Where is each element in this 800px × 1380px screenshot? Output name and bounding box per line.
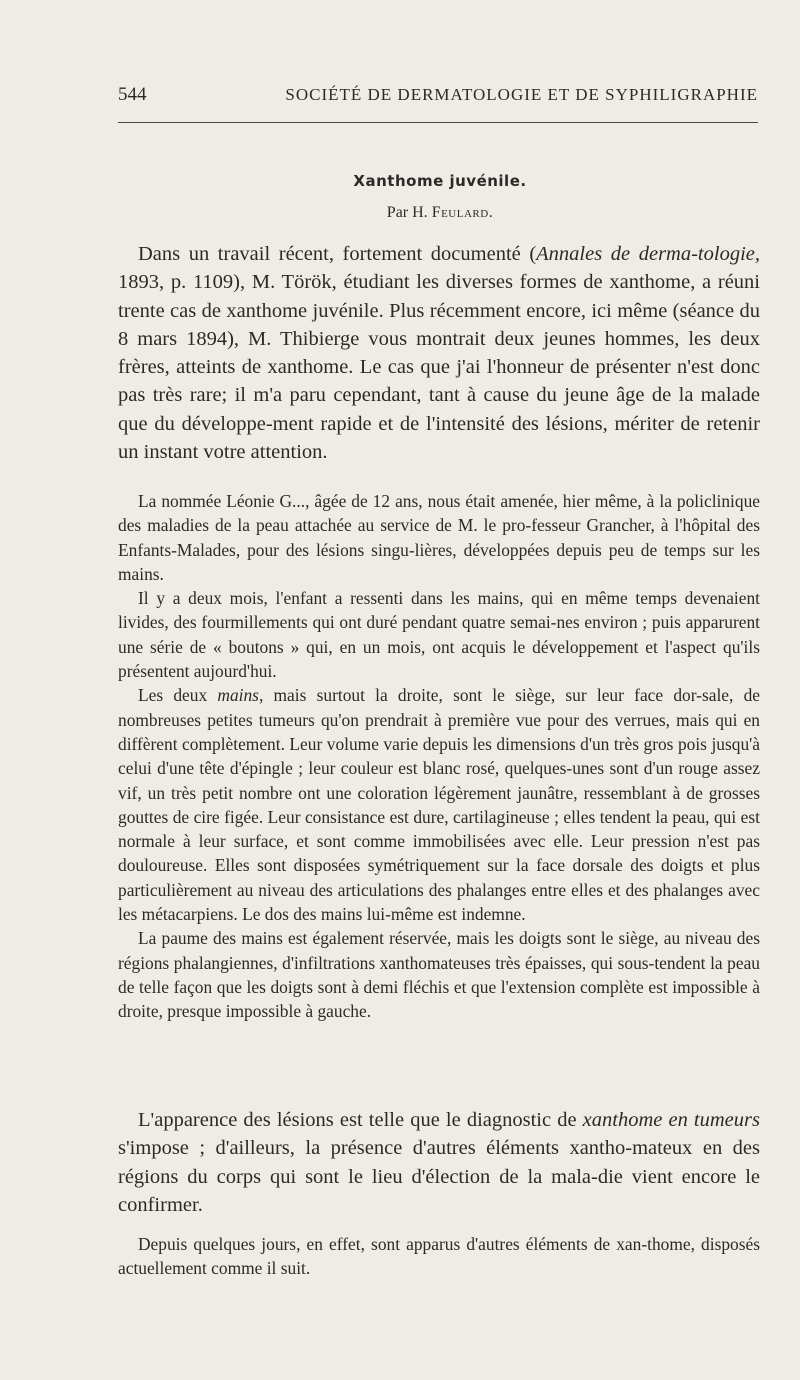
- byline-prefix: Par H.: [386, 204, 428, 221]
- header-rule: [118, 122, 758, 123]
- case-paragraph-4: La paume des mains est également réservée, mais les doigts sont le siège, au niveau des régions phalangiennes, d'infiltrations xanthomateuses très épaisses, qui sous-tendent la peau de telle façon que les doigts sont à demi fléchis et que l'extension complète est impossible à droite, presque impossible à gauche.: [118, 928, 760, 1022]
- case-paragraph-1: La nommée Léonie G..., âgée de 12 ans, nous était amenée, hier même, à la policlinique des maladies de la peau attachée au service de M. le pro-fesseur Grancher, à l'hôpital des Enfants-Malades, pour des lésions singu-lières, développées depuis peu de temps sur les mains.: [118, 491, 760, 584]
- running-header: [118, 84, 758, 106]
- intro-text-1: Dans un travail récent, fortement documenté (: [138, 243, 537, 265]
- diagnosis-paragraph: [118, 1106, 760, 1219]
- final-paragraph: Depuis quelques jours, en effet, sont apparus d'autres éléments de xan-thome, disposés actuellement comme il suit.: [118, 1234, 760, 1279]
- page-number: 544: [118, 84, 147, 105]
- diagnosis-italic: xanthome en tumeurs: [582, 1109, 760, 1131]
- intro-paragraph: [118, 240, 760, 466]
- intro-citation: Annales de derma-tologie,: [536, 243, 760, 265]
- final-section: [118, 1232, 760, 1281]
- intro-section: [118, 240, 760, 466]
- diagnosis-section: [118, 1106, 760, 1219]
- case-p3-text-2: mais surtout la droite, sont le siège, sur leur face dor-sale, de nombreuses petites tumeurs qu'on prendrait à première vue pour des verrues, mais qui en diffèrent complètement. Leur volume varie depuis les dimensions d'un très gros pois jusqu'à celui d'une tête d'épingle ; leur couleur est blanc rosé, quelques-unes sont d'un rouge assez vif, un très petit nombre ont une coloration légèrement jaunâtre, ressemblant à de grosses gouttes de cire figée. Leur consistance est dure, cartilagineuse ; elles tendent la peau, qui est normale à leur surface, et sont comme immobilisées avec elle. Leur pression n'est pas douloureuse. Elles sont disposées symétriquement sur la face dorsale des doigts et plus particulièrement au niveau des articulations des phalanges entre elles et des phalanges avec les métacarpiens. Le dos des mains lui-même est indemne.: [118, 685, 760, 925]
- author-name: Feulard.: [431, 204, 494, 221]
- case-p3-text-1: Les deux: [138, 685, 218, 706]
- case-p3-italic: mains,: [217, 685, 264, 706]
- running-title: SOCIÉTÉ DE DERMATOLOGIE ET DE SYPHILIGRAPHIE: [285, 85, 758, 104]
- case-paragraph-2: Il y a deux mois, l'enfant a ressenti dans les mains, qui en même temps devenaient livides, des fourmillements qui ont duré pendant quatre semai-nes environ ; puis apparurent une série de « boutons » qui, en un mois, ont acquis le développement et l'aspect qu'ils présentent aujourd'hui.: [118, 588, 760, 682]
- intro-text-2: 1893, p. 1109), M. Török, étudiant les diverses formes de xanthome, a réuni trente cas de xanthome juvénile. Plus récemment encore, ici même (séance du 8 mars 1894), M. Thibierge vous montrait deux jeunes hommes, les deux frères, atteints de xanthome. Le cas que j'ai l'honneur de présenter n'est donc pas très rare; il m'a paru cependant, tant à cause du jeune âge de la malade que du développe-ment rapide et de l'intensité des lésions, mériter de retenir un instant votre attention.: [118, 271, 760, 464]
- diagnosis-text-2: s'impose ; d'ailleurs, la présence d'autres éléments xantho-mateux en des régions du corps qui sont le lieu d'élection de la mala-die vient encore le confirmer.: [118, 1137, 760, 1216]
- case-report-section: [118, 489, 760, 1024]
- diagnosis-text-1: L'apparence des lésions est telle que le diagnostic de: [138, 1109, 583, 1131]
- case-paragraph-3: [118, 683, 760, 926]
- byline: [0, 204, 800, 222]
- article-title: Xanthome juvénile.: [353, 172, 527, 190]
